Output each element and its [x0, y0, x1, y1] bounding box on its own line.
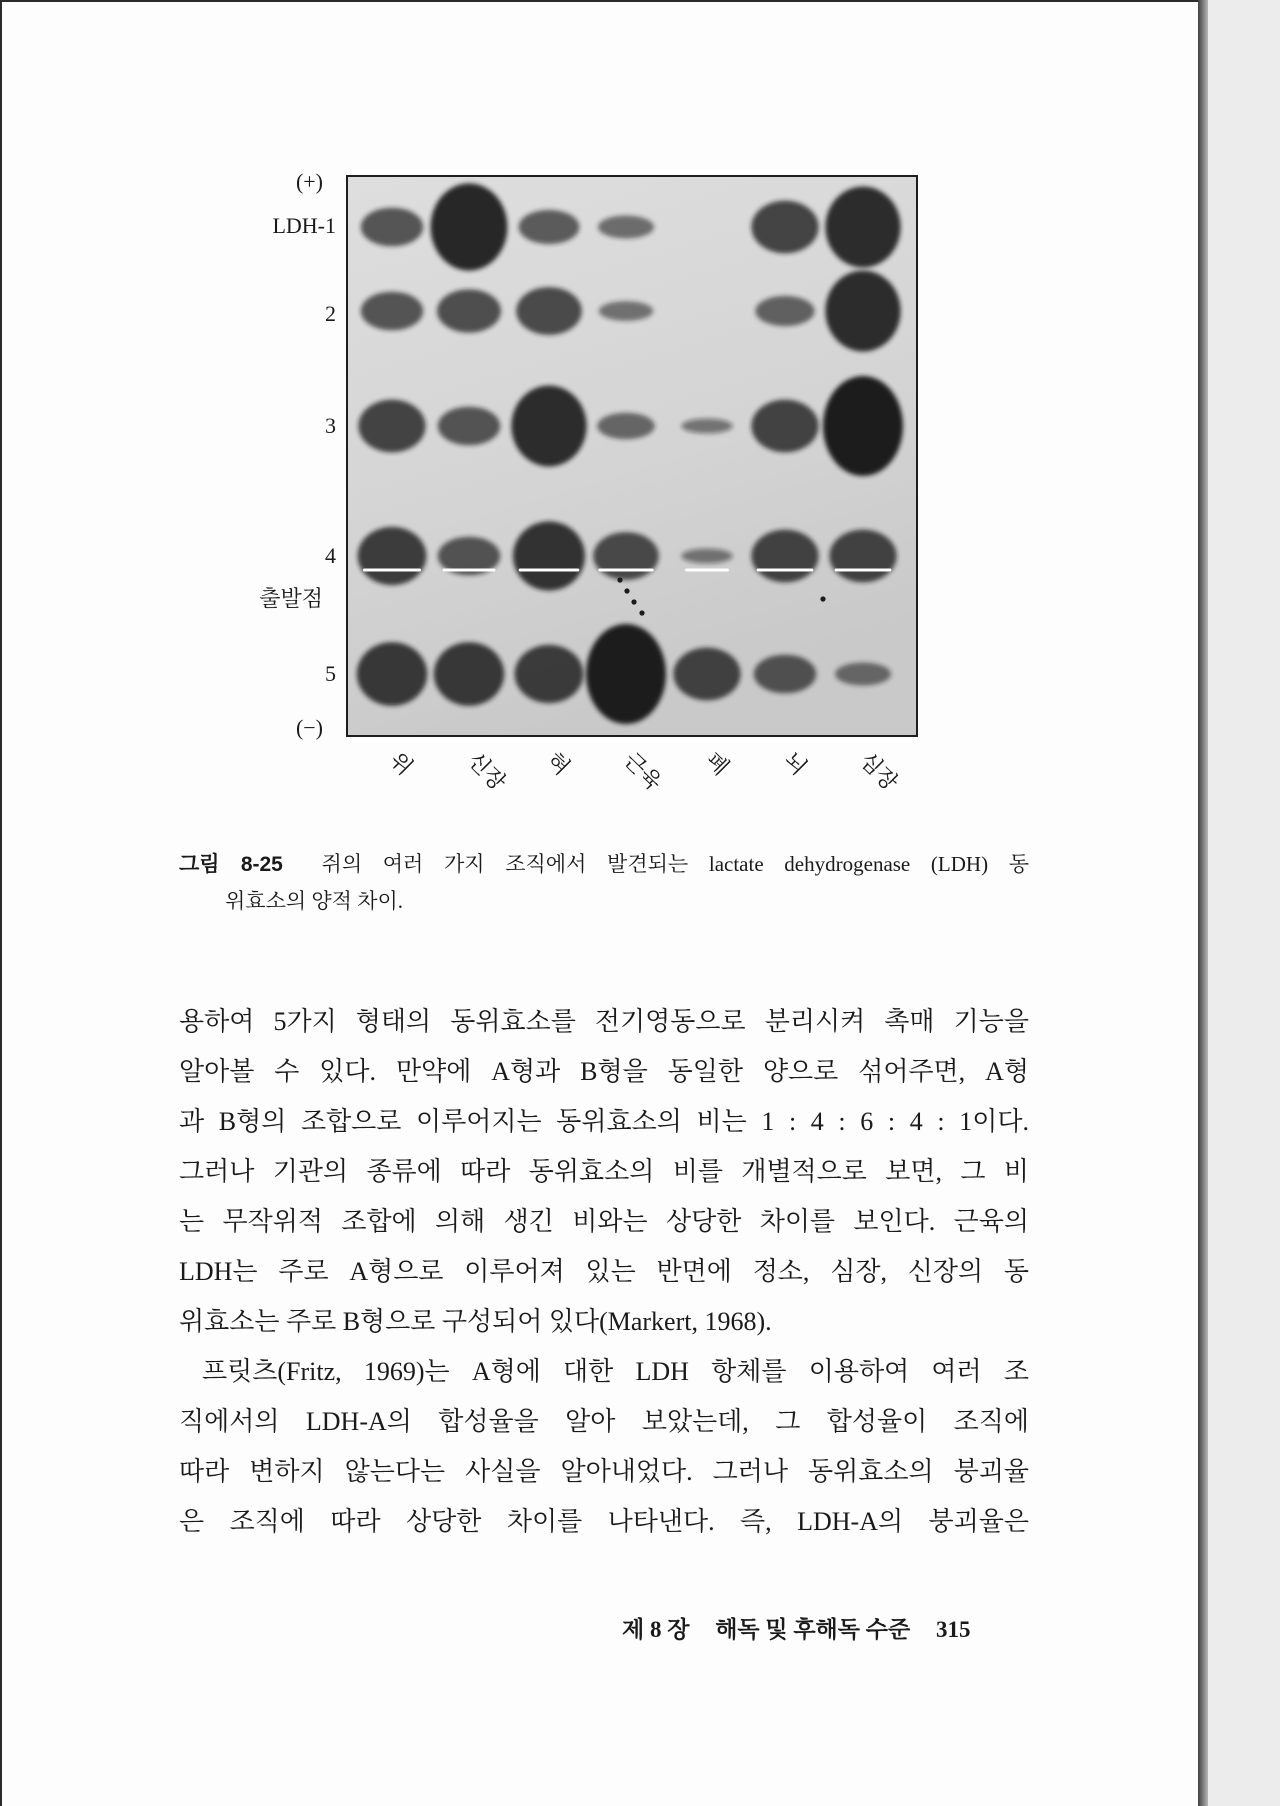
figure-caption-line-1	[179, 846, 1029, 883]
scan-background	[1208, 0, 1280, 1806]
lane-label-lung: 폐	[701, 747, 734, 781]
gel-band	[599, 301, 653, 321]
gel-band	[829, 530, 896, 583]
gel-band	[825, 187, 900, 268]
gel-band	[516, 287, 582, 335]
gel-band	[519, 210, 580, 244]
text-line: 프릿츠(Fritz, 1969)는 A형에 대한 LDH 항체를 이용하여 여러 조	[202, 1357, 1029, 1386]
gel-band	[681, 419, 732, 434]
lane-label-muscle: 근육	[619, 747, 667, 796]
chapter-title: 해독 및 후해독 수준	[715, 1617, 911, 1642]
band-label-4: 4	[325, 543, 336, 568]
gel-band	[751, 400, 818, 453]
lane-label-heart: 심장	[855, 747, 903, 796]
gel-band	[825, 271, 900, 352]
chapter-number: 제 8 장	[622, 1617, 690, 1642]
gel-band	[597, 413, 655, 439]
gel-band	[511, 386, 586, 467]
gel-band	[361, 208, 423, 247]
dot-mark	[631, 599, 636, 604]
band-label-ldh1: LDH-1	[272, 213, 336, 238]
lane-label-stomach: 위	[385, 747, 418, 781]
text-line: 그러나 기관의 종류에 따라 동위효소의 비를 개별적으로 보면, 그 비	[179, 1157, 1029, 1186]
gel-band	[358, 400, 425, 453]
dot-mark	[639, 610, 644, 615]
gel-band	[434, 642, 504, 706]
gel-band	[751, 530, 818, 583]
cathode-label: (−)	[295, 715, 323, 740]
running-footer	[622, 1612, 970, 1648]
text-line: LDH는 주로 A형으로 이루어져 있는 반면에 정소, 심장, 신장의 동	[179, 1257, 1029, 1286]
gel-band	[598, 216, 654, 239]
gel-band	[593, 532, 659, 580]
gel-band	[513, 521, 585, 590]
gel-band	[673, 648, 740, 701]
dot-mark	[617, 577, 622, 582]
dot-mark	[624, 588, 629, 593]
figure-caption-line-2: 위효소의 양적 차이.	[225, 889, 404, 913]
text-line: 알아볼 수 있다. 만약에 A형과 B형을 동일한 양으로 섞어주면, A형	[179, 1057, 1029, 1086]
gel-image	[346, 175, 918, 737]
anode-label: (+)	[295, 169, 323, 194]
gel-band	[357, 642, 427, 706]
gel-band	[437, 289, 501, 332]
band-label-2: 2	[325, 301, 336, 326]
body-text	[179, 997, 1029, 1547]
band-label-3: 3	[325, 413, 336, 438]
gel-band	[361, 292, 423, 331]
text-line: 용하여 5가지 형태의 동위효소를 전기영동으로 분리시켜 촉매 기능을	[179, 1007, 1029, 1036]
gel-band	[586, 624, 666, 724]
text-line: 는 무작위적 조합에 의해 생긴 비와는 상당한 차이를 보인다. 근육의	[179, 1207, 1029, 1236]
gel-band	[431, 183, 508, 270]
page-border-left	[0, 0, 2, 1806]
gel-band	[754, 655, 816, 694]
text-line: 따라 변하지 않는다는 사실을 알아내었다. 그러나 동위효소의 붕괴율	[179, 1457, 1029, 1486]
lane-label-kidney: 신장	[463, 747, 511, 796]
text-line: 직에서의 LDH-A의 합성율을 알아 보았는데, 그 합성율이 조직에	[179, 1407, 1029, 1436]
lane-label-brain: 뇌	[779, 747, 812, 781]
origin-label: 출발점	[259, 586, 323, 611]
band-label-5: 5	[325, 661, 336, 686]
figure-number: 그림 8-25	[179, 853, 283, 876]
lane-label-tongue: 혀	[542, 747, 575, 781]
gel-band	[835, 663, 891, 686]
dot-mark	[820, 596, 825, 601]
gel-band	[751, 201, 818, 254]
page-edge-shadow	[1198, 0, 1208, 1806]
text-line: 위효소는 주로 B형으로 구성되어 있다(Markert, 1968).	[179, 1307, 772, 1336]
gel-band	[438, 407, 500, 446]
gel-band	[358, 527, 427, 585]
page-border-top	[0, 0, 1206, 2]
gel-band	[755, 296, 814, 326]
gel-band	[515, 645, 584, 703]
text-line: 은 조직에 따라 상당한 차이를 나타낸다. 즉, LDH-A의 붕괴율은	[179, 1507, 1029, 1536]
gel-band	[681, 549, 732, 564]
page-number: 315	[935, 1617, 971, 1642]
caption-text-1: 쥐의 여러 가지 조직에서 발견되는 lactate dehydrogenase (LDH) 동	[321, 852, 1029, 876]
gel-band	[823, 376, 903, 476]
text-line: 과 B형의 조합으로 이루어지는 동위효소의 비는 1 : 4 : 6 : 4 : 1이다.	[179, 1107, 1029, 1136]
